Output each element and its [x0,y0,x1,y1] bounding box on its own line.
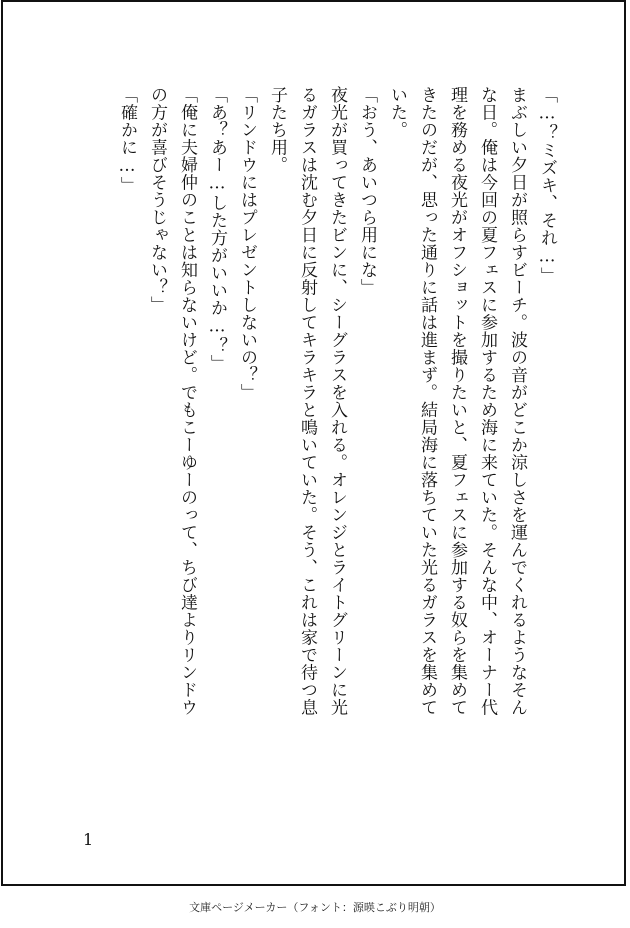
vertical-body-text [112,86,562,816]
footer-credit: 文庫ページメーカー（フォント：源暎こぶり明朝） [189,901,441,914]
text-line: 「確かに…」 [117,86,137,194]
text-line: な日。俺は今回の夏フェスに参加するため海に来ていた。そんな中、オーナー代 [477,86,497,716]
text-line: まぶしい夕日が照らすビーチ。波の音がどこか涼しさを運んでくれるようなそん [507,86,527,716]
text-line: 「あ？あー…した方がいいか…？」 [207,86,227,372]
text-line: 子たち用。 [267,86,287,174]
text-line: 「…？ミズキ、それ…」 [537,86,557,285]
text-line: 夜光が買ってきたビンに、シーグラスを入れる。オレンジとライトグリーンに光 [327,86,347,716]
page-frame [1,0,626,886]
text-line: の方が喜びそうじゃない？」 [147,86,167,314]
text-line: 「リンドウにはプレゼントしないの？」 [237,86,257,401]
text-line: 「おう、あいつら用にな」 [357,86,377,296]
page-number: 1 [83,830,94,849]
text-line: 「俺に夫婦仲のことは知らないけど。でもこーゆーのって、ちび達よりリンドウ [177,86,197,716]
text-line: いた。 [387,86,407,139]
text-line: 理を務める夜光がオフショットを撮りたいと、夏フェスに参加する奴らを集めて [447,86,467,716]
text-line: きたのだが、思った通りに話は進まず。結局海に落ちていた光るガラスを集めて [417,86,437,716]
text-line: るガラスは沈む夕日に反射してキラキラと鳴いていた。そう、これは家で待つ息 [297,86,317,716]
